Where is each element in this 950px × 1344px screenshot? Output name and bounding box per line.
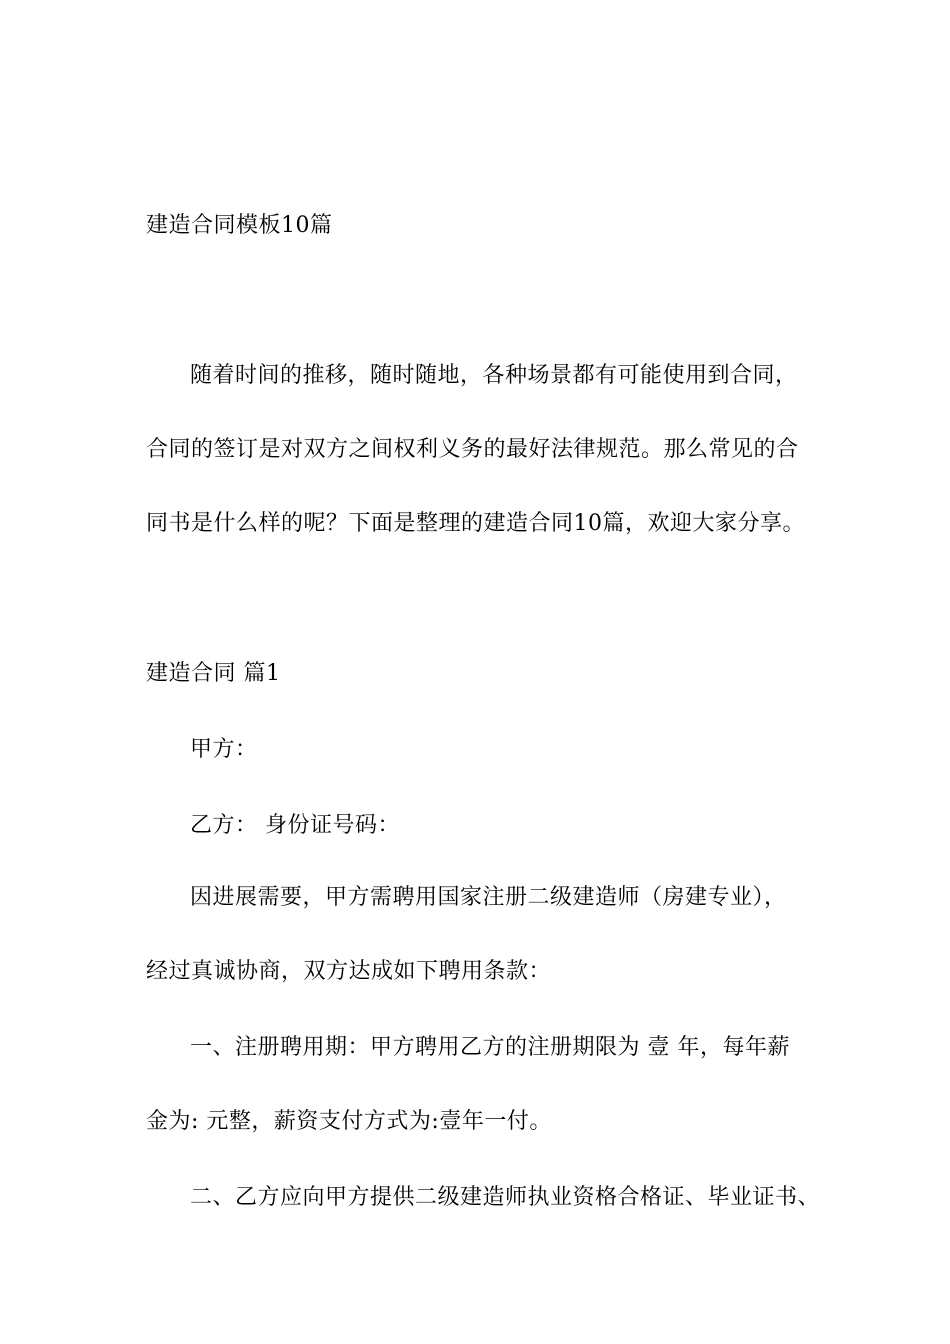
document-title: 建造合同模板10篇 [146, 213, 333, 238]
body-line-2: 经过真诚协商，双方达成如下聘用条款： [146, 959, 552, 984]
section-heading: 建造合同 篇1 [146, 661, 281, 686]
body-line-5: 二、乙方应向甲方提供二级建造师执业资格合格证、毕业证书、 [190, 1185, 821, 1210]
intro-line-2: 合同的签订是对双方之间权利义务的最好法律规范。那么常见的合 [146, 437, 799, 462]
body-line-3: 一、注册聘用期：甲方聘用乙方的注册期限为 壹 年，每年薪 [190, 1035, 790, 1060]
body-line-1: 因进展需要，甲方需聘用国家注册二级建造师（房建专业）， [190, 885, 787, 910]
intro-line-3: 同书是什么样的呢？下面是整理的建造合同10篇，欢迎大家分享。 [146, 511, 805, 536]
party-a-line: 甲方： [190, 737, 258, 762]
party-b-line: 乙方： 身份证号码： [190, 813, 400, 838]
intro-line-1: 随着时间的推移，随时随地，各种场景都有可能使用到合同， [190, 363, 798, 388]
body-line-4: 金为: 元整，薪资支付方式为:壹年一付。 [146, 1109, 552, 1134]
